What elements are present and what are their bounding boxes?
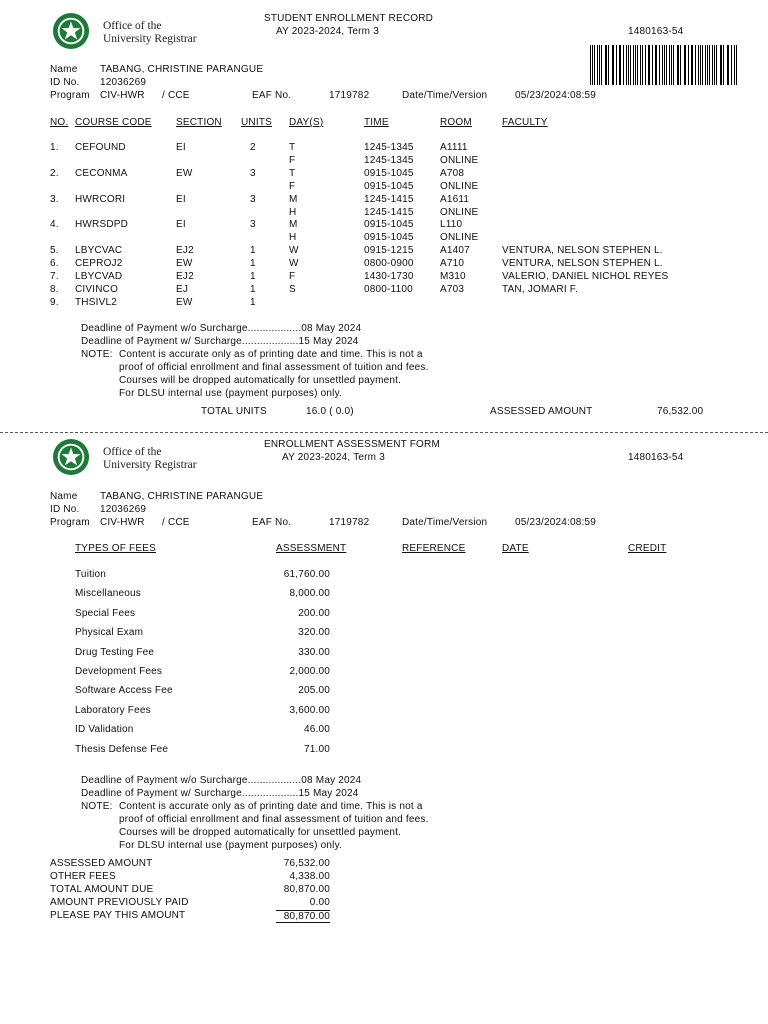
course-no: 6. bbox=[50, 258, 59, 270]
assessment-code: 1480163-54 bbox=[628, 452, 684, 463]
summary-value: 80,870.00 bbox=[276, 910, 330, 923]
barcode-bar bbox=[685, 45, 686, 85]
note-label: NOTE: bbox=[81, 349, 113, 360]
eaf-label: EAF No. bbox=[252, 90, 292, 101]
col-room: ROOM bbox=[440, 117, 472, 128]
course-room: A710 bbox=[440, 258, 465, 270]
summary-value: 0.00 bbox=[309, 897, 330, 908]
deadline-without-surcharge: Deadline of Payment w/o Surcharge..................08 May 2024 bbox=[81, 323, 362, 334]
col-faculty: FACULTY bbox=[502, 117, 548, 128]
barcode-image bbox=[590, 45, 738, 85]
summary-label: ASSESSED AMOUNT bbox=[50, 858, 153, 869]
course-no: 2. bbox=[50, 167, 59, 179]
barcode-bar bbox=[734, 45, 735, 85]
barcode-bar bbox=[666, 45, 667, 85]
note-line2-2: proof of official enrollment and final assessment of tuition and fees. bbox=[119, 814, 429, 825]
course-time: 1245-1415 bbox=[364, 193, 414, 205]
barcode-bar bbox=[608, 45, 609, 85]
fee-name: ID Validation bbox=[75, 724, 134, 736]
barcode-bar bbox=[692, 45, 693, 85]
course-code: CEFOUND bbox=[75, 142, 126, 153]
barcode-bar bbox=[640, 45, 641, 85]
barcode-bar bbox=[623, 45, 624, 85]
course-day: H bbox=[289, 206, 297, 218]
total-units-value: 16.0 ( 0.0) bbox=[306, 406, 354, 417]
office-name-2 bbox=[103, 446, 197, 472]
program-label-2: Program bbox=[50, 517, 90, 528]
summary-value: 76,532.00 bbox=[283, 858, 330, 869]
course-time: 0915-1045 bbox=[364, 232, 414, 244]
barcode-bar bbox=[649, 45, 650, 85]
course-day: W bbox=[289, 245, 299, 257]
course-day: M bbox=[289, 193, 298, 205]
barcode-bar bbox=[655, 45, 656, 85]
fee-name: Thesis Defense Fee bbox=[75, 743, 169, 755]
assessment-ay: AY 2023-2024, Term 3 bbox=[282, 452, 385, 463]
note-label-2: NOTE: bbox=[81, 801, 113, 812]
barcode-bar bbox=[597, 45, 598, 85]
course-time: 1245-1415 bbox=[364, 206, 414, 218]
id-label-2: ID No. bbox=[50, 504, 80, 515]
course-faculty: TAN, JOMARI F. bbox=[502, 283, 578, 295]
record-title: STUDENT ENROLLMENT RECORD bbox=[264, 13, 434, 24]
course-code: LBYCVAC bbox=[75, 245, 123, 257]
program-college-2: / CCE bbox=[162, 517, 190, 528]
course-code: CECONMA bbox=[75, 167, 128, 179]
course-time: 1430-1730 bbox=[364, 271, 414, 282]
fee-amount: 8,000.00 bbox=[289, 588, 330, 600]
eaf-value: 1719782 bbox=[329, 90, 370, 101]
barcode-bar bbox=[698, 45, 699, 85]
note-line4-2: For DLSU internal use (payment purposes) only. bbox=[119, 840, 342, 851]
student-id: 12036269 bbox=[100, 77, 147, 88]
assessed-amount-label: ASSESSED AMOUNT bbox=[490, 406, 593, 417]
program-value: CIV-HWR bbox=[100, 90, 145, 101]
note-line3: Courses will be dropped automatically for unsettled payment. bbox=[119, 375, 402, 386]
course-day: F bbox=[289, 154, 296, 166]
course-code: HWRCORI bbox=[75, 193, 126, 205]
program-college: / CCE bbox=[162, 90, 190, 101]
course-room: ONLINE bbox=[440, 180, 479, 192]
fee-amount: 71.00 bbox=[303, 743, 330, 755]
fee-amount: 320.00 bbox=[298, 627, 330, 639]
barcode-bar bbox=[680, 45, 681, 85]
barcode-bar bbox=[673, 45, 674, 85]
student-name: TABANG, CHRISTINE PARANGUE bbox=[100, 64, 264, 75]
course-time: 1245-1345 bbox=[364, 142, 414, 153]
course-room: L110 bbox=[440, 219, 463, 231]
eaf-label-2: EAF No. bbox=[252, 517, 292, 528]
course-section: EI bbox=[176, 142, 186, 153]
course-room: ONLINE bbox=[440, 232, 479, 244]
barcode-bar bbox=[656, 45, 657, 85]
barcode-bar bbox=[633, 45, 634, 85]
barcode-bar bbox=[601, 45, 602, 85]
fee-name: Tuition bbox=[75, 569, 107, 580]
course-no: 1. bbox=[50, 142, 59, 153]
university-seal-logo bbox=[52, 12, 90, 50]
course-section: EW bbox=[176, 258, 193, 270]
course-code: CIVINCO bbox=[75, 283, 119, 295]
course-no: 8. bbox=[50, 283, 59, 295]
fee-name: Special Fees bbox=[75, 607, 136, 619]
col-course-code: COURSE CODE bbox=[75, 117, 152, 128]
dtv-label-2: Date/Time/Version bbox=[402, 517, 488, 528]
name-label-2: Name bbox=[50, 491, 78, 502]
col-no: NO. bbox=[50, 117, 69, 128]
note-line2: proof of official enrollment and final assessment of tuition and fees. bbox=[119, 362, 429, 373]
course-no: 7. bbox=[50, 271, 59, 282]
course-day: F bbox=[289, 271, 296, 282]
course-faculty: VALERIO, DANIEL NICHOL REYES bbox=[502, 271, 669, 282]
course-day: T bbox=[289, 142, 296, 153]
course-room: ONLINE bbox=[440, 206, 479, 218]
barcode-bar bbox=[720, 45, 721, 85]
course-room: A1111 bbox=[440, 142, 468, 153]
barcode-bar bbox=[728, 45, 729, 85]
id-label: ID No. bbox=[50, 77, 80, 88]
course-section: EW bbox=[176, 296, 193, 308]
course-units: 3 bbox=[250, 219, 256, 231]
student-name-2: TABANG, CHRISTINE PARANGUE bbox=[100, 491, 264, 502]
summary-value: 80,870.00 bbox=[283, 884, 330, 895]
dtv-value-2: 05/23/2024:08:59 bbox=[515, 517, 597, 528]
dtv-label: Date/Time/Version bbox=[402, 90, 488, 101]
course-room: A1407 bbox=[440, 245, 470, 257]
course-day: F bbox=[289, 180, 296, 192]
course-section: EJ2 bbox=[176, 271, 194, 282]
course-section: EJ2 bbox=[176, 245, 194, 257]
summary-label: OTHER FEES bbox=[50, 871, 116, 882]
course-day: W bbox=[289, 258, 299, 270]
course-units: 1 bbox=[250, 271, 256, 282]
course-room: M310 bbox=[440, 271, 466, 282]
col-section: SECTION bbox=[176, 117, 222, 128]
record-code: 1480163-54 bbox=[628, 26, 684, 37]
course-units: 1 bbox=[250, 245, 256, 257]
deadline-with-surcharge: Deadline of Payment w/ Surcharge...................15 May 2024 bbox=[81, 336, 359, 347]
col-days: DAY(S) bbox=[289, 117, 324, 128]
col-date: DATE bbox=[502, 543, 529, 554]
course-units: 1 bbox=[250, 283, 256, 295]
barcode-bar bbox=[605, 45, 606, 85]
eaf-value-2: 1719782 bbox=[329, 517, 370, 528]
course-day: H bbox=[289, 232, 297, 244]
fee-amount: 330.00 bbox=[298, 646, 330, 658]
university-seal-logo-2 bbox=[52, 438, 90, 476]
course-units: 3 bbox=[250, 167, 256, 179]
col-assessment: ASSESSMENT bbox=[276, 543, 347, 554]
fee-amount: 205.00 bbox=[298, 685, 330, 697]
assessed-amount-value: 76,532.00 bbox=[657, 406, 704, 417]
fee-name: Software Access Fee bbox=[75, 685, 173, 697]
course-time: 0800-0900 bbox=[364, 258, 414, 270]
col-reference: REFERENCE bbox=[402, 543, 466, 554]
course-time: 0915-1045 bbox=[364, 167, 414, 179]
deadline-without-surcharge-2: Deadline of Payment w/o Surcharge..................08 May 2024 bbox=[81, 775, 362, 786]
office-line2: University Registrar bbox=[103, 33, 197, 45]
course-units: 1 bbox=[250, 296, 256, 308]
barcode-bar bbox=[642, 45, 643, 85]
fee-name: Miscellaneous bbox=[75, 588, 141, 600]
course-section: EI bbox=[176, 193, 186, 205]
course-faculty: VENTURA, NELSON STEPHEN L. bbox=[502, 258, 663, 270]
course-day: T bbox=[289, 167, 296, 179]
course-room: ONLINE bbox=[440, 154, 479, 166]
course-faculty: VENTURA, NELSON STEPHEN L. bbox=[502, 245, 663, 257]
barcode-bar bbox=[705, 45, 706, 85]
note-line3-2: Courses will be dropped automatically for unsettled payment. bbox=[119, 827, 402, 838]
course-room: A1611 bbox=[440, 193, 470, 205]
cut-line-divider bbox=[0, 432, 768, 433]
barcode-bar bbox=[590, 45, 591, 85]
course-section: EW bbox=[176, 167, 193, 179]
course-time: 0800-1100 bbox=[364, 283, 413, 295]
col-units: UNITS bbox=[241, 117, 272, 128]
course-room: A708 bbox=[440, 167, 465, 179]
course-units: 1 bbox=[250, 258, 256, 270]
barcode-bar bbox=[712, 45, 713, 85]
fee-amount: 46.00 bbox=[303, 724, 330, 736]
course-code: HWRSDPD bbox=[75, 219, 129, 231]
note-line1-2: Content is accurate only as of printing date and time. This is not a bbox=[119, 801, 423, 812]
assessment-title: ENROLLMENT ASSESSMENT FORM bbox=[264, 439, 440, 450]
fee-amount: 2,000.00 bbox=[289, 666, 330, 677]
fee-name: Development Fees bbox=[75, 666, 163, 677]
student-id-2: 12036269 bbox=[100, 504, 147, 515]
deadline-with-surcharge-2: Deadline of Payment w/ Surcharge...................15 May 2024 bbox=[81, 788, 359, 799]
col-fee-type: TYPES OF FEES bbox=[75, 543, 156, 554]
course-no: 3. bbox=[50, 193, 59, 205]
course-day: S bbox=[289, 283, 296, 295]
course-section: EI bbox=[176, 219, 186, 231]
fee-name: Physical Exam bbox=[75, 627, 144, 639]
course-section: EJ bbox=[176, 283, 189, 295]
program-value-2: CIV-HWR bbox=[100, 517, 145, 528]
summary-label: AMOUNT PREVIOUSLY PAID bbox=[50, 897, 189, 908]
col-credit: CREDIT bbox=[628, 543, 667, 554]
fee-amount: 200.00 bbox=[298, 607, 330, 619]
course-no: 5. bbox=[50, 245, 59, 257]
course-time: 0915-1215 bbox=[364, 245, 414, 257]
summary-label: PLEASE PAY THIS AMOUNT bbox=[50, 910, 186, 921]
record-ay: AY 2023-2024, Term 3 bbox=[276, 26, 379, 37]
course-time: 0915-1045 bbox=[364, 219, 414, 231]
course-code: CEPROJ2 bbox=[75, 258, 123, 270]
dtv-value: 05/23/2024:08:59 bbox=[515, 90, 597, 101]
course-code: THSIVL2 bbox=[75, 296, 117, 308]
office-line1: Office of the bbox=[103, 20, 162, 32]
fee-amount: 3,600.00 bbox=[289, 704, 330, 716]
summary-value: 4,338.00 bbox=[289, 871, 330, 882]
name-label: Name bbox=[50, 64, 78, 75]
course-room: A703 bbox=[440, 283, 465, 295]
barcode-bar bbox=[669, 45, 670, 85]
note-line4: For DLSU internal use (payment purposes) only. bbox=[119, 388, 342, 399]
fee-name: Laboratory Fees bbox=[75, 704, 151, 716]
office-line1-2: Office of the bbox=[103, 446, 162, 458]
course-units: 3 bbox=[250, 193, 256, 205]
total-units-label: TOTAL UNITS bbox=[201, 406, 267, 417]
office-name bbox=[103, 20, 197, 46]
barcode-bar bbox=[616, 45, 617, 85]
fee-amount: 61,760.00 bbox=[283, 569, 330, 580]
course-time: 0915-1045 bbox=[364, 180, 414, 192]
barcode-bar bbox=[727, 45, 728, 85]
course-code: LBYCVAD bbox=[75, 271, 123, 282]
course-day: M bbox=[289, 219, 298, 231]
course-no: 4. bbox=[50, 219, 59, 231]
fee-name: Drug Testing Fee bbox=[75, 646, 155, 658]
course-units: 2 bbox=[250, 142, 256, 153]
summary-label: TOTAL AMOUNT DUE bbox=[50, 884, 154, 895]
note-line1: Content is accurate only as of printing date and time. This is not a bbox=[119, 349, 423, 360]
course-time: 1245-1345 bbox=[364, 154, 414, 166]
program-label: Program bbox=[50, 90, 90, 101]
course-no: 9. bbox=[50, 296, 59, 308]
barcode-bar bbox=[707, 45, 708, 85]
col-time: TIME bbox=[364, 117, 389, 128]
barcode-bar bbox=[626, 45, 627, 85]
office-line2-2: University Registrar bbox=[103, 459, 197, 471]
